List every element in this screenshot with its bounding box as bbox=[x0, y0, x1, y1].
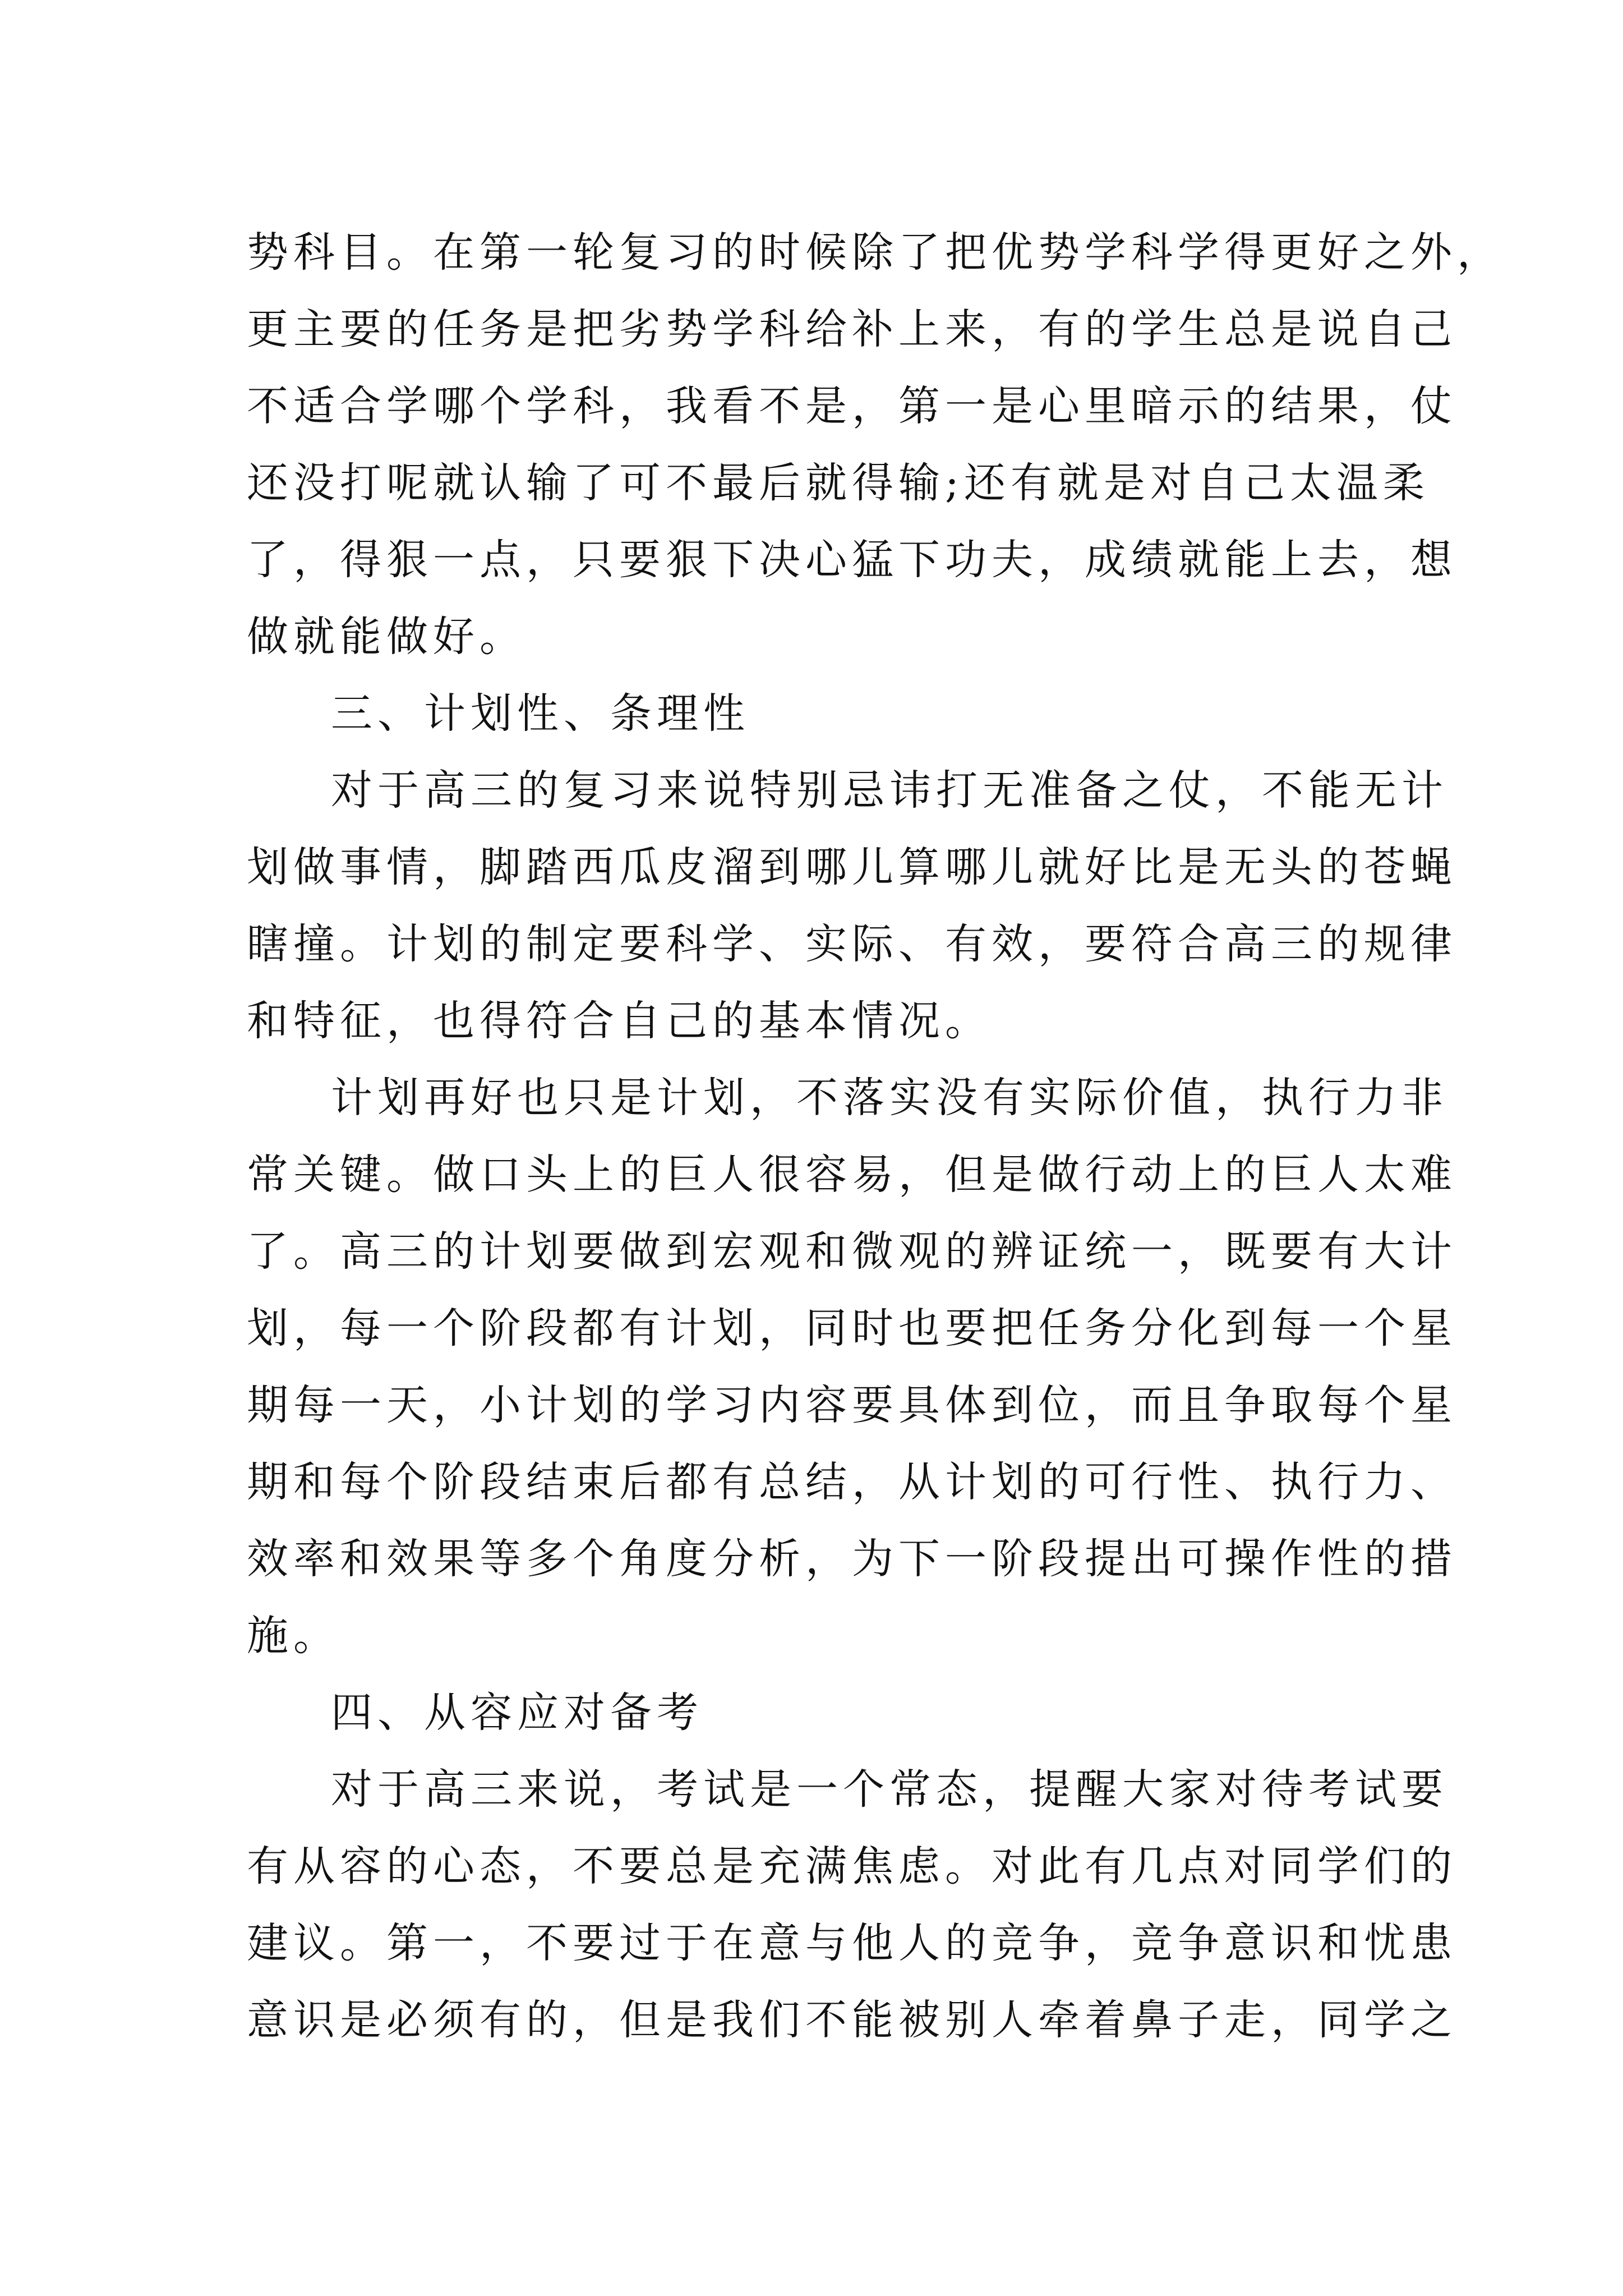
paragraph-line-17: 效率和效果等多个角度分析，为下一阶段提出可操作性的措 bbox=[247, 1535, 1457, 1583]
paragraph-line-20: 有从容的心态，不要总是充满焦虑。对此有几点对同学们的 bbox=[247, 1842, 1457, 1890]
paragraph-line-7: 对于高三的复习来说特别忌讳打无准备之仗，不能无计 bbox=[331, 766, 1448, 815]
paragraph-line-13: 了。高三的计划要做到宏观和微观的辨证统一，既要有大计 bbox=[247, 1227, 1457, 1276]
paragraph-line-18: 施。 bbox=[247, 1612, 340, 1660]
paragraph-line-1: 势科目。在第一轮复习的时候除了把优势学科学得更好之外， bbox=[247, 228, 1504, 277]
paragraph-line-19: 对于高三来说，考试是一个常态，提醒大家对待考试要 bbox=[331, 1765, 1448, 1814]
paragraph-line-2: 更主要的任务是把劣势学科给补上来，有的学生总是说自己 bbox=[247, 305, 1457, 353]
section-heading-three: 三、计划性、条理性 bbox=[331, 689, 750, 738]
paragraph-line-4: 还没打呢就认输了可不最后就得输;还有就是对自己太温柔 bbox=[247, 459, 1430, 507]
paragraph-line-16: 期和每个阶段结束后都有总结，从计划的可行性、执行力、 bbox=[247, 1458, 1457, 1506]
section-heading-four: 四、从容应对备考 bbox=[331, 1688, 703, 1737]
paragraph-line-21: 建议。第一，不要过于在意与他人的竞争，竞争意识和忧患 bbox=[247, 1919, 1457, 1967]
paragraph-line-8: 划做事情，脚踏西瓜皮溜到哪儿算哪儿就好比是无头的苍蝇 bbox=[247, 843, 1457, 891]
paragraph-line-14: 划，每一个阶段都有计划，同时也要把任务分化到每一个星 bbox=[247, 1304, 1457, 1352]
paragraph-line-22: 意识是必须有的，但是我们不能被别人牵着鼻子走，同学之 bbox=[247, 1996, 1457, 2044]
paragraph-line-9: 瞎撞。计划的制定要科学、实际、有效，要符合高三的规律 bbox=[247, 920, 1457, 968]
paragraph-line-5: 了，得狠一点，只要狠下决心猛下功夫，成绩就能上去，想 bbox=[247, 536, 1457, 584]
paragraph-line-3: 不适合学哪个学科，我看不是，第一是心里暗示的结果，仗 bbox=[247, 382, 1457, 430]
paragraph-line-6: 做就能做好。 bbox=[247, 613, 526, 661]
paragraph-line-11: 计划再好也只是计划，不落实没有实际价值，执行力非 bbox=[331, 1074, 1448, 1122]
paragraph-line-10: 和特征，也得符合自己的基本情况。 bbox=[247, 997, 992, 1045]
paragraph-line-15: 期每一天，小计划的学习内容要具体到位，而且争取每个星 bbox=[247, 1381, 1457, 1429]
paragraph-line-12: 常关键。做口头上的巨人很容易，但是做行动上的巨人太难 bbox=[247, 1151, 1457, 1199]
